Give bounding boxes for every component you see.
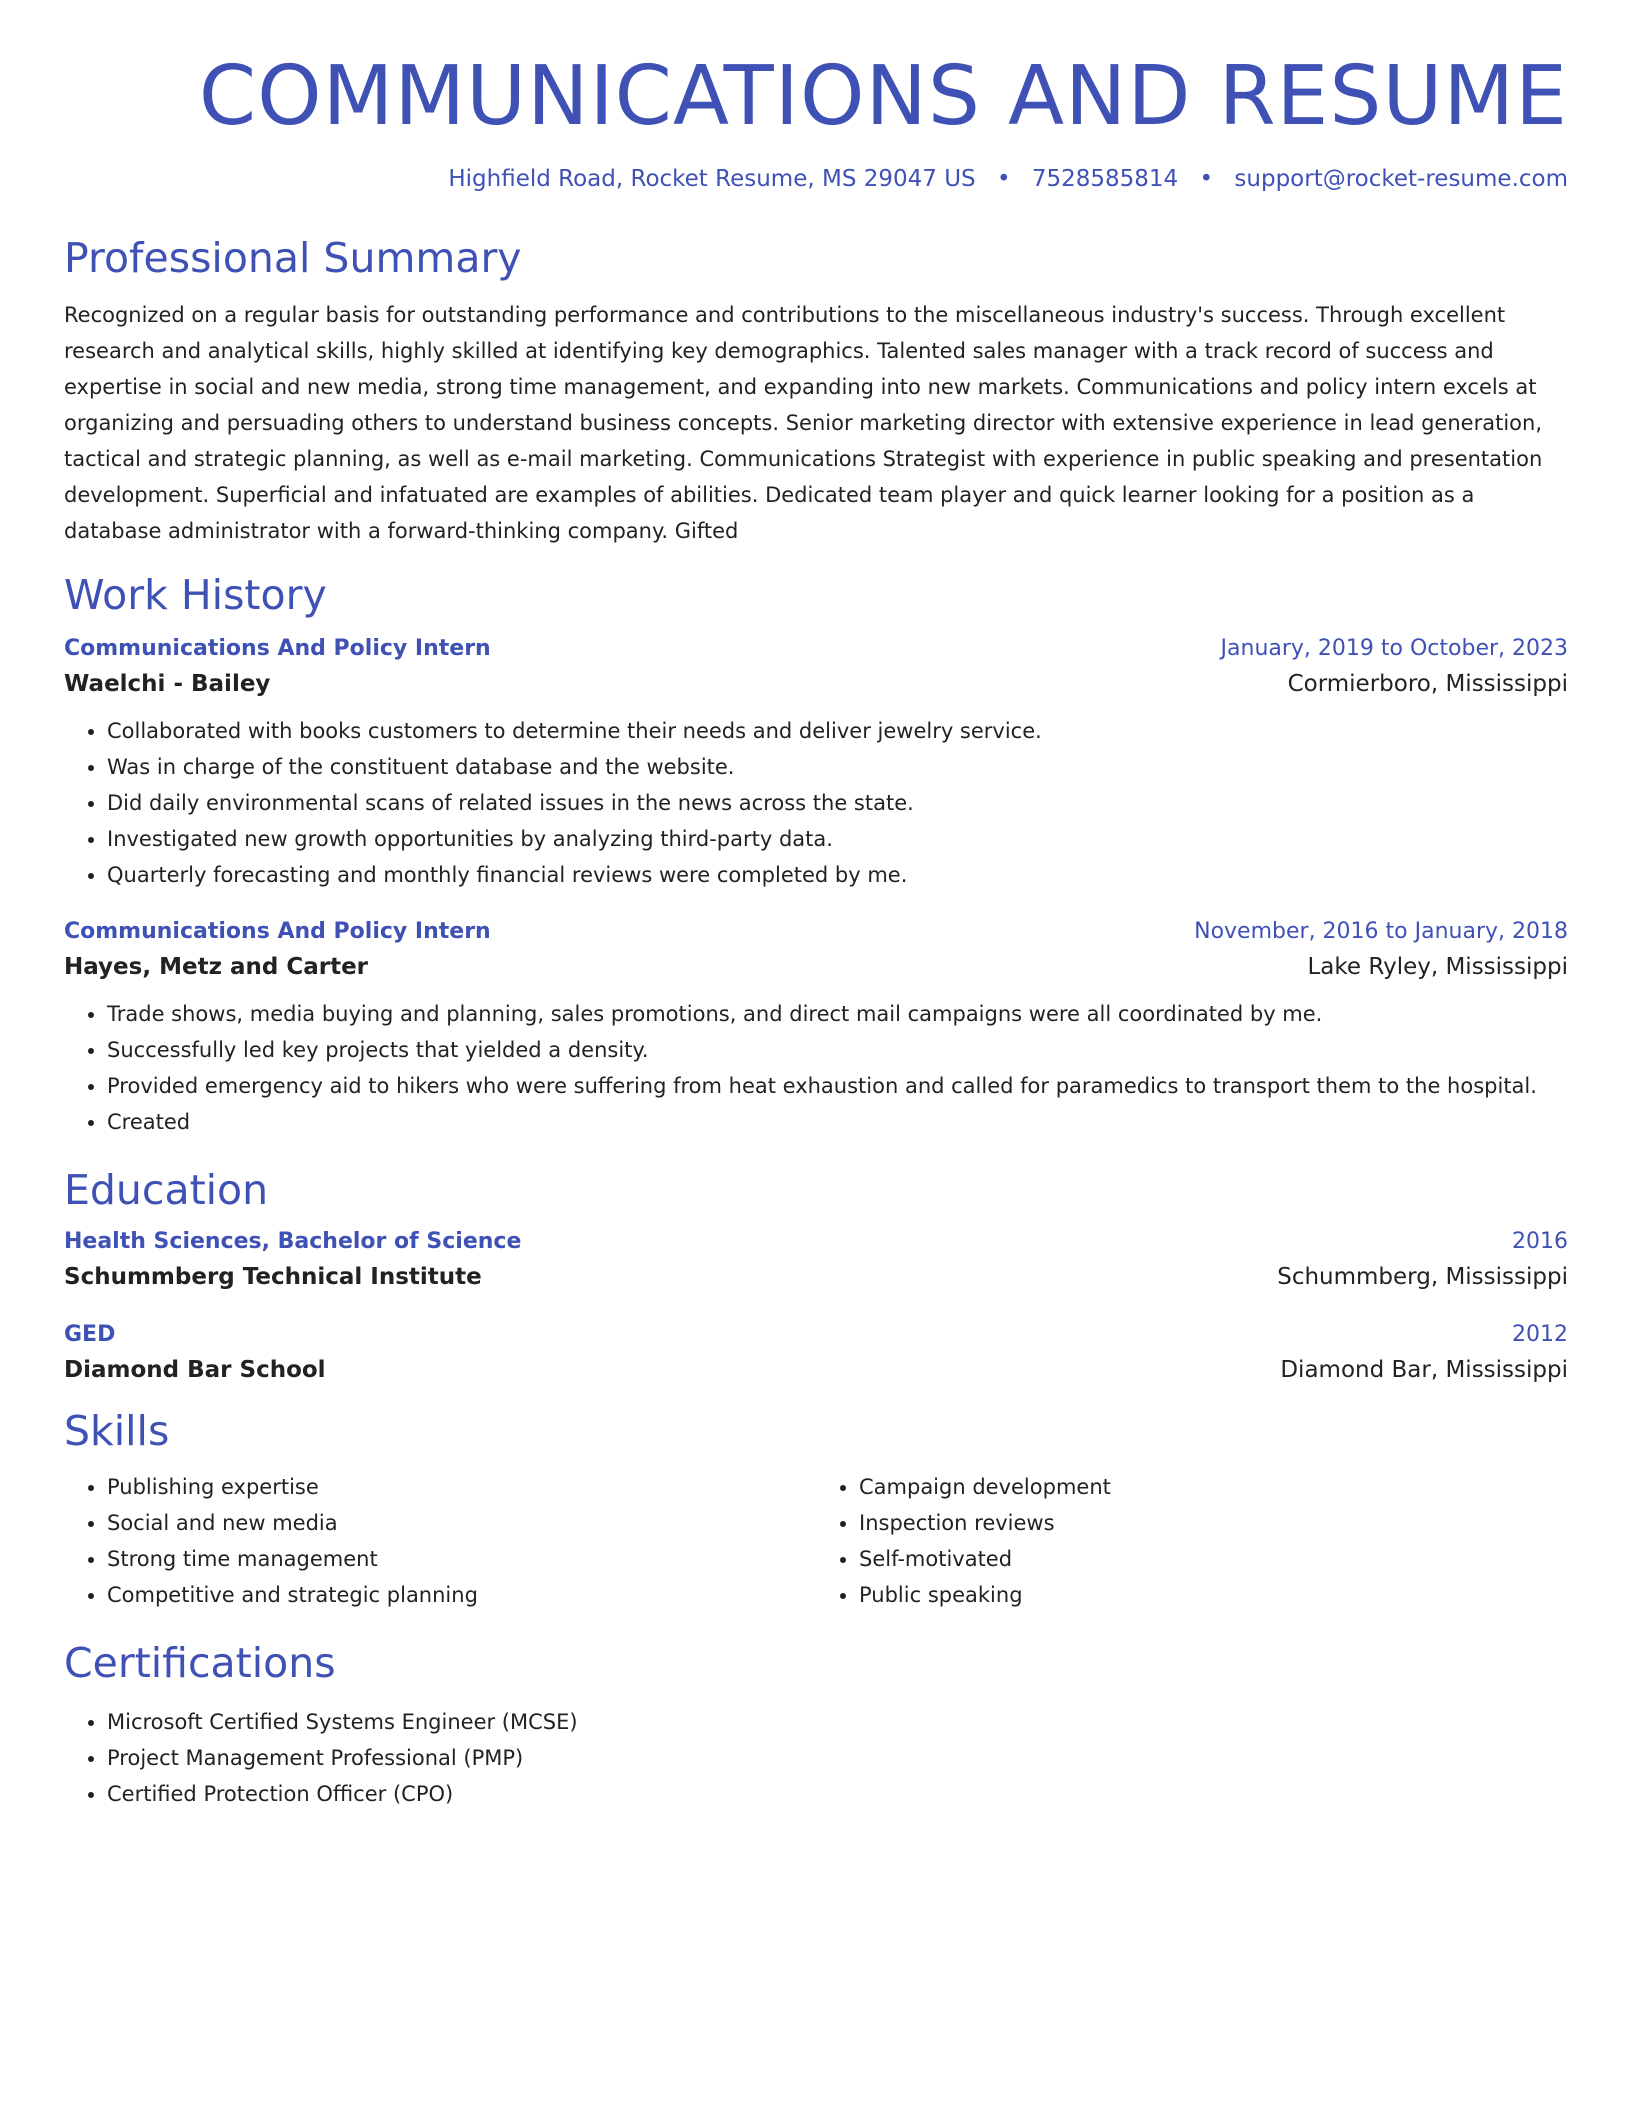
work-history-heading: Work History: [64, 571, 327, 620]
job-title: Communications And Policy Intern: [64, 636, 491, 662]
certification-item: • Microsoft Certified Systems Engineer (MCSE): [107, 1704, 1568, 1740]
job-bullets: [64, 713, 1568, 893]
job-bullet: • Investigated new growth opportunities by analyzing third-party data.: [107, 821, 1568, 857]
candidate-name: COMMUNICATIONS AND RESUME: [198, 49, 1568, 144]
skill-item: • Competitive and strategic planning: [107, 1577, 816, 1613]
job-bullet: • Quarterly forecasting and monthly financial reviews were completed by me.: [107, 857, 1568, 893]
job-bullet: • Collaborated with books customers to determine their needs and deliver jewelry service.: [107, 713, 1568, 749]
job-bullet: • Trade shows, media buying and planning, sales promotions, and direct mail campaigns were all coordinated by me.: [107, 996, 1568, 1032]
education-school: Diamond Bar School: [64, 1357, 326, 1384]
skills-column-right: [816, 1469, 1568, 1613]
contact-phone: 7528585814: [1031, 166, 1179, 193]
certifications-list: [64, 1704, 1568, 1812]
job-bullet: • Created: [107, 1104, 1568, 1140]
skill-item: • Social and new media: [107, 1505, 816, 1541]
education-location: Diamond Bar, Mississippi: [1280, 1357, 1568, 1384]
job-dates: November, 2016 to January, 2018: [1194, 919, 1568, 945]
job-entry: [64, 919, 1568, 1140]
contact-email: support@rocket-resume.com: [1234, 166, 1568, 193]
job-bullet: • Provided emergency aid to hikers who were suffering from heat exhaustion and called for paramedics to transport them to the hospital.: [107, 1068, 1568, 1104]
job-bullet: • Was in charge of the constituent database and the website.: [107, 749, 1568, 785]
skill-item: • Publishing expertise: [107, 1469, 816, 1505]
contact-address: Highfield Road, Rocket Resume, MS 29047 US: [448, 166, 976, 193]
job-bullets: [64, 996, 1568, 1140]
education-degree: GED: [64, 1322, 116, 1348]
job-location: Lake Ryley, Mississippi: [1307, 954, 1568, 981]
education-entry: [64, 1322, 1568, 1383]
job-company: Hayes, Metz and Carter: [64, 954, 369, 981]
job-company: Waelchi - Bailey: [64, 671, 271, 698]
skill-item: • Inspection reviews: [859, 1505, 1568, 1541]
contact-separator: •: [1199, 166, 1214, 193]
education-year: 2016: [1512, 1229, 1568, 1255]
job-bullet: • Successfully led key projects that yielded a density.: [107, 1032, 1568, 1068]
skills-column-left: [64, 1469, 816, 1613]
job-dates: January, 2019 to October, 2023: [1220, 636, 1568, 662]
certifications-heading: Certifications: [64, 1638, 336, 1687]
skills-list: [64, 1469, 1568, 1613]
education-heading: Education: [64, 1166, 269, 1215]
job-bullet: • Did daily environmental scans of related issues in the news across the state.: [107, 785, 1568, 821]
education-school: Schummberg Technical Institute: [64, 1264, 482, 1291]
education-entry: [64, 1229, 1568, 1290]
education-location: Schummberg, Mississippi: [1277, 1264, 1568, 1291]
education-degree: Health Sciences, Bachelor of Science: [64, 1229, 522, 1255]
contact-separator: •: [996, 166, 1011, 193]
summary-heading: Professional Summary: [64, 233, 522, 282]
skill-item: • Strong time management: [107, 1541, 816, 1577]
job-entry: [64, 636, 1568, 893]
summary-text: Recognized on a regular basis for outstanding performance and contributions to the miscellaneous industry's success. Through excellent research and analytical skills, highly skilled at identifying key demographics. Talented sales manager with a track record of success and expertise in social and new media, strong time management, and expanding into new markets. Communications and policy intern excels at organizing and persuading others to understand business concepts. Senior marketing director with extensive experience in lead generation, tactical and strategic planning, as well as e-mail marketing. Communications Strategist with experience in public speaking and presentation development. Superficial and infatuated are examples of abilities. Dedicated team player and quick learner looking for a position as a database administrator with a forward-thinking company. Gifted: [64, 303, 1543, 544]
skill-item: • Campaign development: [859, 1469, 1568, 1505]
certification-item: • Project Management Professional (PMP): [107, 1740, 1568, 1776]
job-location: Cormierboro, Mississippi: [1287, 671, 1568, 698]
resume-header: [64, 50, 1568, 194]
contact-line: [64, 166, 1568, 194]
skills-heading: Skills: [64, 1407, 170, 1456]
job-title: Communications And Policy Intern: [64, 919, 491, 945]
skill-item: • Public speaking: [859, 1577, 1568, 1613]
education-year: 2012: [1512, 1322, 1568, 1348]
certification-item: • Certified Protection Officer (CPO): [107, 1776, 1568, 1812]
skill-item: • Self-motivated: [859, 1541, 1568, 1577]
